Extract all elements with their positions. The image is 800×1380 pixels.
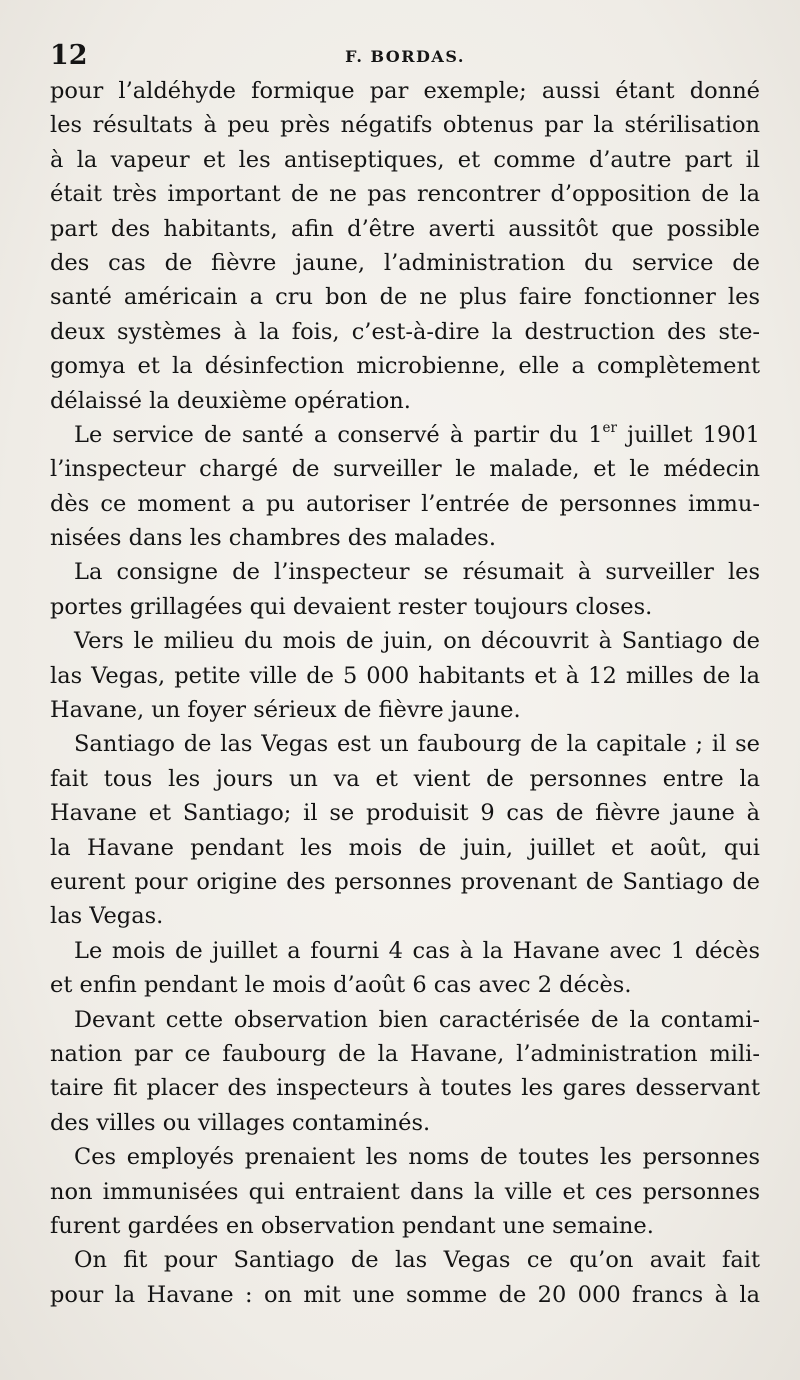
- running-head: F. BORDAS.: [345, 47, 465, 66]
- text-line: fait tous les jours un va et vient de personnes entre la: [50, 765, 760, 792]
- text-line: Vers le milieu du mois de juin, on découvrit à Santiago de: [74, 628, 760, 655]
- text-line: Ces employés prenaient les noms de toutes les personnes: [74, 1144, 760, 1171]
- text-line: pour l’aldéhyde formique par exemple; aussi étant donné: [50, 78, 760, 104]
- paragraph-1: [50, 74, 760, 418]
- paragraph-6: [50, 934, 760, 1003]
- text-line: non immunisées qui entraient dans la ville et ces personnes: [50, 1178, 760, 1205]
- text-line: eurent pour origine des personnes provenant de Santiago de: [50, 868, 760, 895]
- text-line: On fit pour Santiago de las Vegas ce qu’on avait fait: [74, 1247, 760, 1274]
- paragraph-4: [50, 624, 760, 727]
- page-header: [50, 40, 760, 70]
- page-number: 12: [50, 40, 88, 71]
- text-line: dès ce moment a pu autoriser l’entrée de personnes immu-: [50, 490, 760, 517]
- text-fragment: juillet 1901: [617, 421, 760, 448]
- text-line: part des habitants, afin d’être averti aussitôt que possible: [50, 215, 760, 242]
- text-line: nation par ce faubourg de la Havane, l’administration mili-: [50, 1040, 760, 1067]
- text-line: las Vegas.: [50, 903, 164, 930]
- text-line: Santiago de las Vegas est un faubourg de la capitale ; il se: [74, 731, 760, 758]
- text-line: portes grillagées qui devaient rester toujours closes.: [50, 593, 653, 620]
- paragraph-9: [50, 1243, 760, 1312]
- paragraph-8: [50, 1140, 760, 1243]
- text-line: des villes ou villages contaminés.: [50, 1109, 431, 1136]
- text-line: taire fit placer des inspecteurs à toutes les gares desservant: [50, 1075, 760, 1102]
- text-line: santé américain a cru bon de ne plus faire fonctionner les: [50, 284, 760, 311]
- text-line: gomya et la désinfection microbienne, elle a complètement: [50, 353, 760, 380]
- paragraph-3: [50, 555, 760, 624]
- text-line: était très important de ne pas rencontrer d’opposition de la: [50, 181, 760, 208]
- text-line: et enfin pendant le mois d’août 6 cas avec 2 décès.: [50, 972, 632, 999]
- text-line: deux systèmes à la fois, c’est-à-dire la destruction des ste-: [50, 318, 760, 345]
- text-line: à la vapeur et les antiseptiques, et comme d’autre part il: [50, 146, 760, 173]
- text-fragment: Le service de santé a conservé à partir du 1: [74, 421, 603, 448]
- text-line: la Havane pendant les mois de juin, juillet et août, qui: [50, 834, 760, 861]
- text-line: Havane, un foyer sérieux de fièvre jaune.: [50, 697, 521, 724]
- paragraph-2: [50, 418, 760, 556]
- text-line: des cas de fièvre jaune, l’administration du service de: [50, 249, 760, 276]
- text-line: les résultats à peu près négatifs obtenus par la stérilisation: [50, 112, 760, 139]
- paragraph-7: [50, 1003, 760, 1141]
- text-line: Havane et Santiago; il se produisit 9 cas de fièvre jaune à: [50, 800, 760, 827]
- text-line: [50, 418, 760, 452]
- superscript: er: [602, 419, 617, 436]
- text-line: l’inspecteur chargé de surveiller le malade, et le médecin: [50, 456, 760, 483]
- text-line: pour la Havane : on mit une somme de 20 000 francs à la: [50, 1281, 760, 1308]
- text-line: Devant cette observation bien caractérisée de la contami-: [74, 1006, 760, 1033]
- text-line: las Vegas, petite ville de 5 000 habitants et à 12 milles de la: [50, 662, 760, 689]
- text-line: délaissé la deuxième opération.: [50, 387, 411, 414]
- text-line: Le mois de juillet a fourni 4 cas à la Havane avec 1 décès: [74, 937, 760, 964]
- text-line: La consigne de l’inspecteur se résumait à surveiller les: [74, 559, 760, 586]
- body-text: [50, 74, 760, 1312]
- paragraph-5: [50, 727, 760, 933]
- text-line: nisées dans les chambres des malades.: [50, 525, 496, 552]
- text-line: furent gardées en observation pendant une semaine.: [50, 1212, 654, 1239]
